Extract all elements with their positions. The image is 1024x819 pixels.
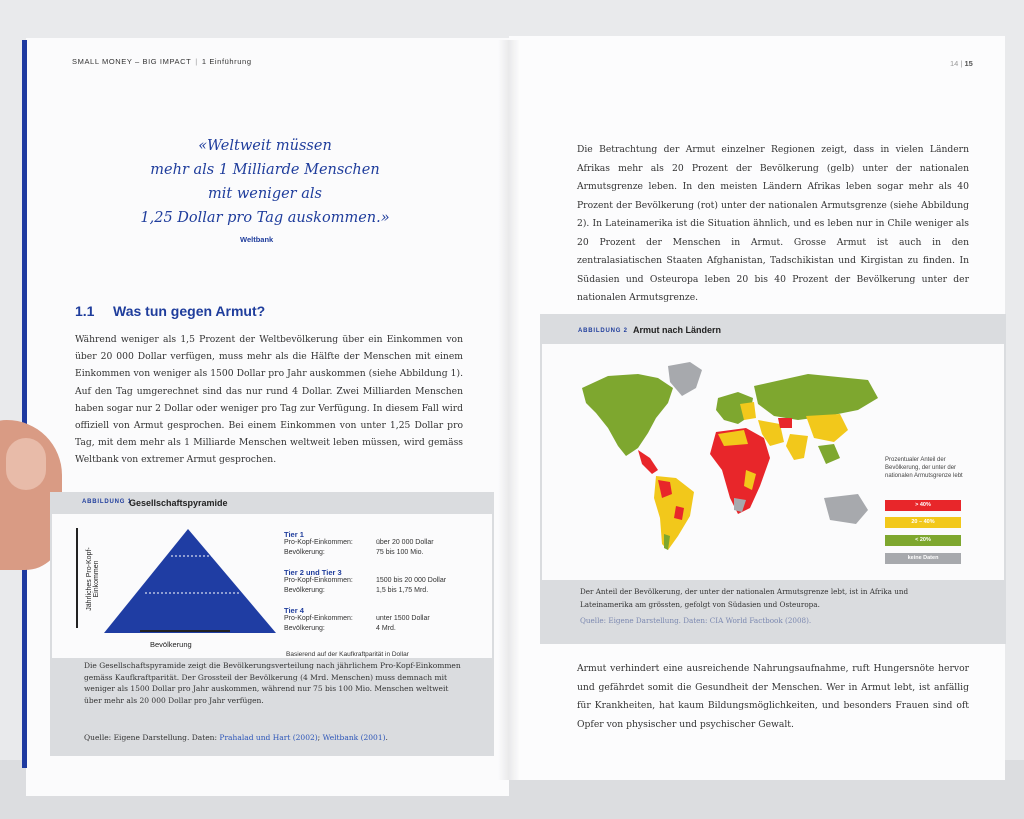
map-legend-title: Prozentualer Anteil der Bevölkerung, der unter der nationalen Armutsgrenze lebt [885, 457, 963, 479]
map-china [806, 414, 848, 442]
book-cover-edge [22, 40, 27, 768]
running-header-left [72, 57, 252, 66]
map-central-america [638, 450, 658, 474]
body-paragraph: Während weniger als 1,5 Prozent der Weltbevölkerung über ein Einkommen von über 20 000 Dollar verfügen, muss mehr als die Hälfte der Menschen mit einem Einkommen von weniger als 1500 Dollar pro Jahr auskommen (siehe Abbildung 1). Auf den Tag umgerechnet sind das nur rund 4 Dollar. Zwei Milliarden Menschen haben sogar nur 2 Dollar oder weniger pro Tag zur Verfügung. In diesem Fall wird offiziell von Armut gesprochen. Bei einem Einkommen von unter 1,25 Dollar pro Tag, mit dem mehr als 1 Milliarde Menschen weltweit leben müssen, wird gemäss Weltbank von extremer Armut gesprochen. [75, 334, 463, 466]
page-number-right: 15 [964, 59, 973, 68]
legend-item-yellow: 20 – 40% [885, 517, 961, 528]
figure-1-source [84, 733, 388, 742]
map-australia [824, 494, 868, 524]
pyramid-shape [104, 529, 276, 633]
figure-1-title: Gesellschaftspyramide [129, 498, 228, 508]
quote-line: 1,25 Dollar pro Tag auskommen.» [140, 210, 390, 226]
tier-entry [284, 530, 484, 568]
tier-footnote: Basierend auf der Kaufkraftparität in Dollar [286, 651, 409, 658]
map-greenland [668, 362, 702, 396]
x-axis-label: Bevölkerung [150, 640, 192, 649]
tier-value: 1,5 bis 1,75 Mrd. [376, 587, 429, 594]
map-south-asia [786, 434, 808, 460]
map-southeast-asia [818, 444, 840, 464]
tier-key: Pro-Kopf-Einkommen: [284, 615, 353, 622]
tier-key: Bevölkerung: [284, 587, 325, 594]
figure-2-source: Quelle: Eigene Darstellung. Daten: CIA World Factbook (2008). [580, 616, 812, 625]
tier-value: 1500 bis 20 000 Dollar [376, 577, 447, 584]
tier-entry [284, 568, 484, 606]
x-axis-arrow [140, 630, 230, 632]
map-russia [754, 374, 878, 420]
tier-value: 75 bis 100 Mio. [376, 549, 424, 556]
map-central-asia [778, 418, 792, 428]
section-number: 1.1 [75, 303, 95, 319]
section-title: Was tun gegen Armut? [113, 303, 266, 319]
page-number-left: 14 [950, 59, 959, 68]
source-link[interactable]: Prahalad und Hart (2002) [219, 733, 318, 742]
tier-value: über 20 000 Dollar [376, 539, 434, 546]
tier-key: Pro-Kopf-Einkommen: [284, 539, 353, 546]
legend-item-gray: keine Daten [885, 553, 961, 564]
tier-key: Bevölkerung: [284, 625, 325, 632]
tier-key: Bevölkerung: [284, 549, 325, 556]
legend-item-red: > 40% [885, 500, 961, 511]
tier-value: 4 Mrd. [376, 625, 396, 632]
world-poverty-map [578, 358, 883, 558]
chapter-name: 1 Einführung [201, 57, 252, 66]
header-separator: | [195, 57, 198, 66]
quote-line: mehr als 1 Milliarde Menschen [150, 162, 380, 178]
page-number-separator: | [960, 59, 963, 68]
tier-entry [284, 606, 484, 644]
tier-name: Tier 1 [284, 530, 304, 539]
figure-1-label: ABBILDUNG 1 [82, 499, 132, 505]
legend-item-green: < 20% [885, 535, 961, 546]
running-header-right [950, 59, 973, 68]
source-end: . [385, 733, 388, 742]
body-paragraph: Armut verhindert eine ausreichende Nahrungsaufnahme, ruft Hungersnöte hervor und gefährdet somit die Gesundheit der Menschen. Wer in Armut lebt, ist anfällig für Krankheiten, hat kaum Bildungsmöglichkeiten, und besonders Frauen sind oft Opfer von physischer und psychischer Gewalt. [577, 663, 969, 730]
map-north-america [582, 374, 673, 456]
figure-2-title: Armut nach Ländern [633, 325, 722, 335]
quote-line: mit weniger als [208, 186, 322, 202]
quote-source: Weltbank [240, 235, 274, 244]
quote-line: «Weltweit müssen [198, 138, 332, 154]
source-link[interactable]: Weltbank (2001) [322, 733, 386, 742]
thumbnail-nail [6, 438, 46, 490]
tier-key: Pro-Kopf-Einkommen: [284, 577, 353, 584]
tier-name: Tier 2 und Tier 3 [284, 568, 342, 577]
figure-2-label: ABBILDUNG 2 [578, 328, 628, 334]
pull-quote [120, 134, 410, 230]
y-axis-label: Jährliches Pro-Kopf-Einkommen [86, 547, 100, 611]
tier-name: Tier 4 [284, 606, 304, 615]
book-title: SMALL MONEY – BIG IMPACT [72, 57, 192, 66]
body-paragraph: Die Betrachtung der Armut einzelner Regionen zeigt, dass in vielen Ländern Afrikas mehr als 20 Prozent der Bevölkerung (gelb) unter der nationalen Armutsgrenze leben. In den meisten Ländern Afrikas leben sogar mehr als 40 Prozent der Bevölkerung (rot) unter der nationalen Armutsgrenze (siehe Abbildung 2). In Lateinamerika ist die Situation ähnlich, und es leben nur in Chile weniger als 20 Prozent der Menschen in Armut. Grosse Armut ist auch in den zentralasiatischen Staaten Afghanistan, Tadschikistan und Kirgistan zu finden. In Südasien und Osteuropa leben 20 bis 40 Prozent der Bevölkerung unter der nationalen Armutsgrenze. [577, 144, 969, 303]
pyramid-diagram [100, 526, 282, 636]
tier-list [284, 530, 484, 644]
source-separator: ; [317, 733, 321, 742]
figure-1-caption: Die Gesellschaftspyramide zeigt die Bevölkerungsverteilung nach jährlichem Pro-Kopf-Einkommen gemäss Kaufkraftparität. Der Grossteil der Bevölkerung (4 Mrd. Menschen) muss demnach mit weniger als 1500 Dollar pro Jahr auskommen, während nur 75 bis 100 Mio. Menschen weltweit über mehr als 20 000 Dollar pro Jahr verfügen. [84, 661, 461, 705]
y-axis-arrow [76, 528, 78, 628]
book-spine [498, 40, 520, 780]
figure-2-caption: Der Anteil der Bevölkerung, der unter der nationalen Armutsgrenze lebt, ist in Afrika und Lateinamerika am grössten, gefolgt von Südasien und Osteuropa. [580, 587, 909, 609]
tier-value: unter 1500 Dollar [376, 615, 430, 622]
source-prefix: Quelle: Eigene Darstellung. Daten: [84, 733, 218, 742]
